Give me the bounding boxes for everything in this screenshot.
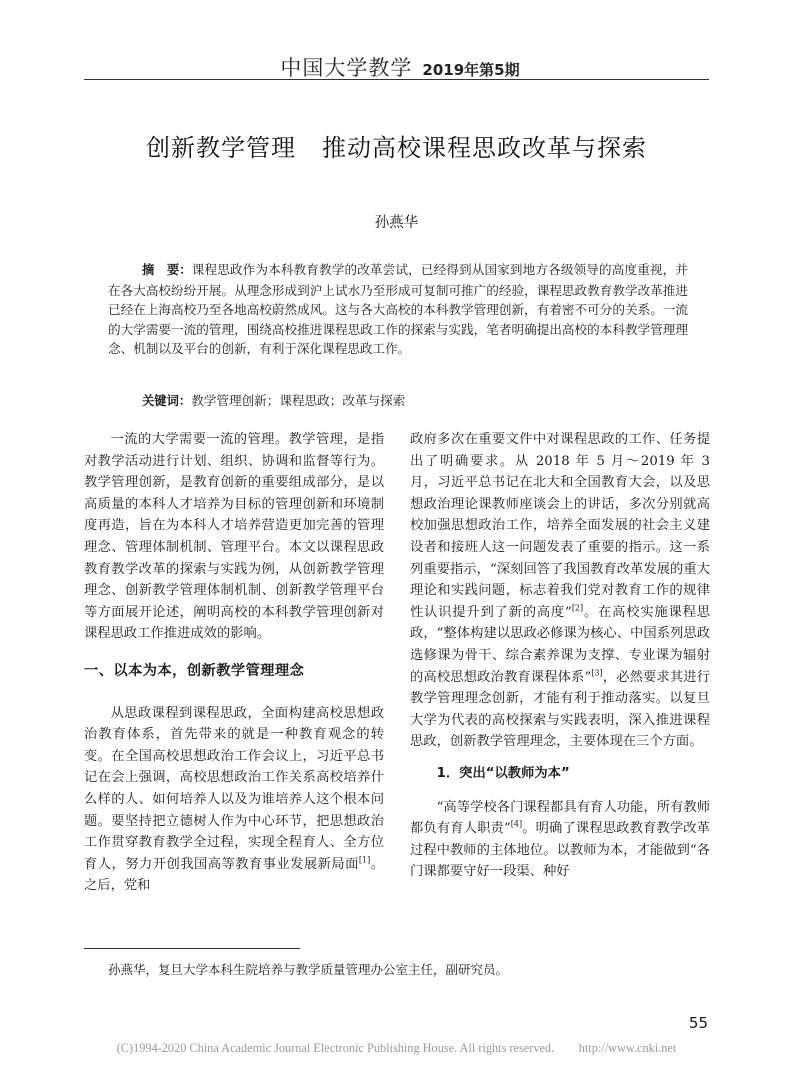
page-number: 55 [688, 1014, 708, 1032]
journal-header [200, 52, 600, 82]
keywords [108, 390, 688, 409]
abstract [108, 260, 688, 359]
body-paragraph: “高等学校各门课程都具有育人功能，所有教师都负有育人职责”[4]。明确了课程思政教育教学改革过程中教师的主体地位。以教师为本，才能做到“各门课都要守好一段渠、种好 [410, 799, 710, 880]
author-name: 孙燕华 [374, 215, 419, 231]
journal-name: 中国大学教学 [280, 56, 413, 80]
abstract-label: 摘 要： [142, 263, 192, 277]
reference-marker: [2] [571, 603, 584, 613]
abstract-text: 课程思政作为本科教育教学的改革尝试，已经得到从国家到地方各级领导的高度重视，并在各大高校纷纷开展。从理念形成到沪上试水乃至形成可复制可推广的经验，课程思政教育教学改革推进已经在上海高校乃至各地高校蔚然成风。这与各大高校的本科教学管理创新，有着密不可分的关系。一流的大学需要一流的管理，围绕高校推进课程思政工作的探索与实践，笔者明确提出高校的本科教学管理理念、机制以及平台的创新，有利于深化课程思政工作。 [108, 262, 688, 357]
intro-paragraph: 一流的大学需要一流的管理。教学管理，是指对教学活动进行计划、组织、协调和监督等行为。教学管理创新，是教育创新的重要组成部分，是以高质量的本科人才培养为目标的管理创新和环境制度再造，旨在为本科人才培养营造更加完善的管理理念、管理体制机制、管理平台。本文以课程思政教育教学改革的探索与实践为例，从创新教学管理理念、创新教学管理体制机制、创新教学管理平台等方面展开论述，阐明高校的本科教学管理创新对课程思政工作推进成效的影响。 [84, 432, 384, 642]
reference-marker: [3] [591, 668, 603, 678]
left-column [84, 429, 384, 897]
reference-marker: [4] [510, 819, 523, 829]
header-rule [84, 79, 709, 80]
keywords-label: 关键词： [142, 394, 192, 408]
keywords-text: 教学管理创新；课程思政；改革与探索 [191, 393, 406, 408]
reference-marker: [1] [358, 855, 371, 865]
author-footnote: 孙燕华，复旦大学本科生院培养与教学质量管理办公室主任，副研究员。 [108, 962, 509, 977]
body-paragraph: 从思政课程到课程思政，全面构建高校思想政治教育体系，首先带来的就是一种教育观念的转变。在全国高校思想政治工作会议上，习近平总书记在会上强调，高校思想政治工作关系高校培养什么样的人、如何培养人以及为谁培养人这个根本问题。要坚持把立德树人作为中心环节，把思想政治工作贯穿教育教学全过程，实现全程育人、全方位育人，努力开创我国高等教育事业发展新局面[1]。之后，党和 [84, 705, 385, 894]
section-heading-1: 一、以本为本，创新教学管理理念 [84, 662, 305, 679]
body-paragraph: 政府多次在重要文件中对课程思政的工作、任务提出了明确要求。从 2018 年 5 月～2019 年 3 月，习近平总书记在北大和全国教育大会，以及思想政治理论课教师座谈会上的讲话，多次分别就高校加强思想政治工作，培养全面发展的社会主义建设者和接班人这一问题发表了重要的指示。这一系列重要指示，“深刻回答了我国教育改革发展的重大理论和实践问题，标志着我们党对教育工作的规律性认识提升到了新的高度”[2]。在高校实施课程思政，“整体构建以思政必修课为核心、中国系列思政选修课为骨干、综合素养课为支撑、专业课为辐射的高校思想政治教育课程体系”[3]，必然要求其进行教学管理理念创新，才能有利于推动落实。以复旦大学为代表的高校探索与实践表明，深入推进课程思政，创新教学管理理念，主要体现在三个方面。 [410, 432, 710, 750]
article-title-part2: 推动高校课程思政改革与探索 [322, 134, 647, 162]
right-column [410, 429, 710, 883]
subsection-heading-1: 1．突出“以教师为本” [436, 765, 570, 781]
footnote-rule [84, 948, 300, 949]
journal-issue: 2019年第5期 [422, 61, 520, 79]
article-title [84, 128, 709, 163]
article-title-part1: 创新教学管理 [146, 134, 296, 162]
copyright-notice: (C)1994-2020 China Academic Journal Electronic Publishing House. All rights reserved. http://www.cnki.net [116, 1041, 677, 1055]
